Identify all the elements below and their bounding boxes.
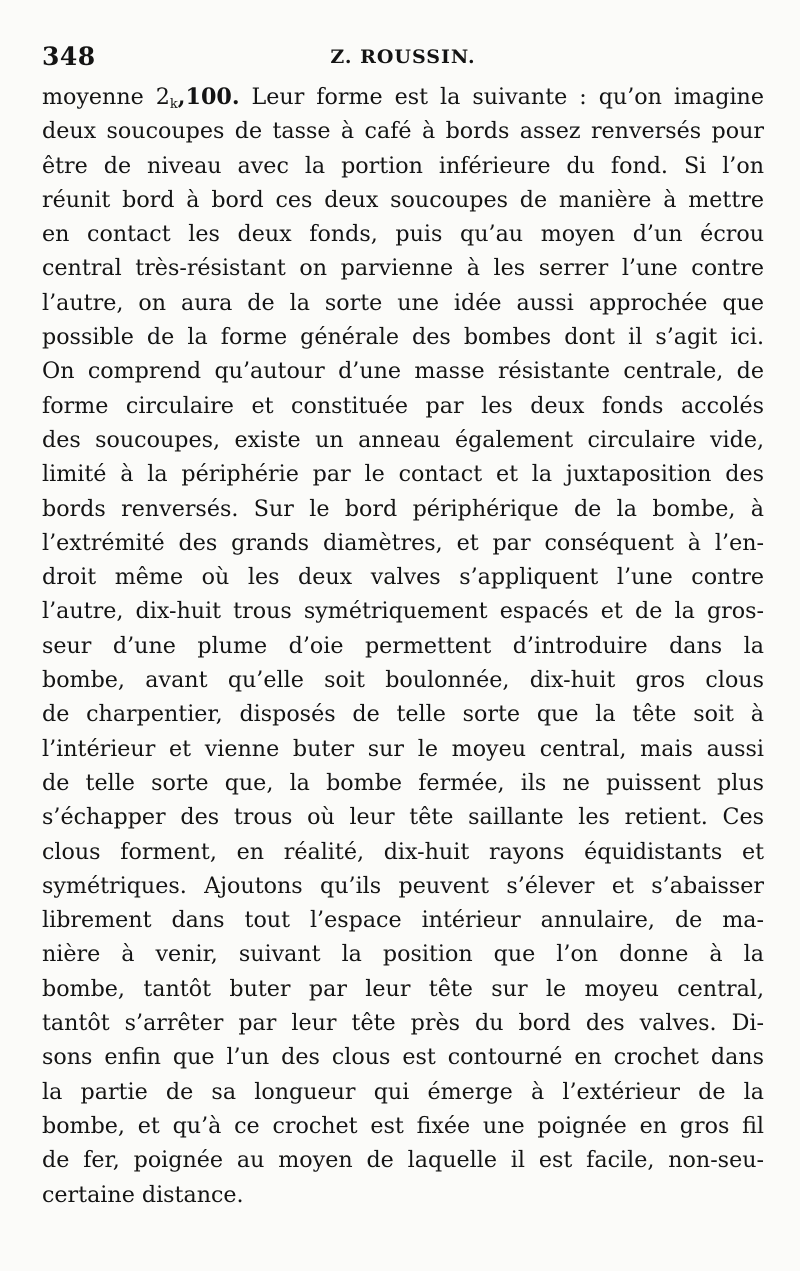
text-line: central très-résistant on parvienne à les serrer l’une contre — [42, 255, 764, 282]
first-line-rest: Leur forme est la suivante : qu’on imagine — [239, 84, 764, 110]
text-line: l’autre, dix-huit trous symétriquement espacés et de la gros- — [42, 598, 764, 625]
text-line: deux soucoupes de tasse à café à bords assez renversés pour — [42, 118, 764, 145]
page-header — [42, 40, 764, 80]
text-line: bords renversés. Sur le bord périphérique de la bombe, à — [42, 495, 764, 522]
text-line: sons enfin que l’un des clous est contourné en crochet dans — [42, 1044, 764, 1071]
text-line: en contact les deux fonds, puis qu’au moyen d’un écrou — [42, 221, 764, 248]
text-line: bombe, tantôt buter par leur tête sur le moyeu central, — [42, 975, 764, 1002]
text-line: droit même où les deux valves s’appliquent l’une contre — [42, 564, 764, 591]
text-line: possible de la forme générale des bombes dont il s’agit ici. — [42, 324, 764, 351]
text-line: tantôt s’arrêter par leur tête près du bord des valves. Di- — [42, 1010, 764, 1037]
first-line-subscript: k — [169, 97, 178, 112]
text-line-1 — [42, 80, 764, 114]
text-line: la partie de sa longueur qui émerge à l’extérieur de la — [42, 1078, 764, 1105]
text-line: être de niveau avec la portion inférieure du fond. Si l’on — [42, 152, 764, 179]
text-line-last: certaine distance. — [42, 1181, 244, 1208]
text-line: bombe, et qu’à ce crochet est fixée une poignée en gros fil — [42, 1112, 764, 1139]
text-line: réunit bord à bord ces deux soucoupes de manière à mettre — [42, 186, 764, 213]
text-line: limité à la périphérie par le contact et la juxtaposition des — [42, 461, 764, 488]
text-line: nière à venir, suivant la position que l’on donne à la — [42, 941, 764, 968]
text-line: de charpentier, disposés de telle sorte que la tête soit à — [42, 701, 764, 728]
text-line: On comprend qu’autour d’une masse résistante centrale, de — [42, 358, 764, 385]
text-line: symétriques. Ajoutons qu’ils peuvent s’élever et s’abaisser — [42, 872, 764, 899]
text-line: seur d’une plume d’oie permettent d’introduire dans la — [42, 632, 764, 659]
page-number: 348 — [42, 42, 96, 71]
first-line-prefix: moyenne 2 — [42, 84, 170, 110]
text-line: bombe, avant qu’elle soit boulonnée, dix-huit gros clous — [42, 667, 764, 694]
text-line: de fer, poignée au moyen de laquelle il est facile, non-seu- — [42, 1147, 764, 1174]
first-line-number: ,100. — [177, 84, 240, 110]
text-line: des soucoupes, existe un anneau également circulaire vide, — [42, 426, 764, 453]
text-line: l’autre, on aura de la sorte une idée aussi approchée que — [42, 289, 764, 316]
body-text — [42, 80, 764, 1212]
text-line: clous forment, en réalité, dix-huit rayons équidistants et — [42, 838, 764, 865]
text-line: l’extrémité des grands diamètres, et par conséquent à l’en- — [42, 529, 764, 556]
text-line: de telle sorte que, la bombe fermée, ils ne puissent plus — [42, 769, 764, 796]
text-line: s’échapper des trous où leur tête saillante les retient. Ces — [42, 804, 764, 831]
text-line: librement dans tout l’espace intérieur annulaire, de ma- — [42, 907, 764, 934]
text-line: l’intérieur et vienne buter sur le moyeu central, mais aussi — [42, 735, 764, 762]
running-head: Z. ROUSSIN. — [330, 46, 476, 68]
text-line: forme circulaire et constituée par les deux fonds accolés — [42, 392, 764, 419]
